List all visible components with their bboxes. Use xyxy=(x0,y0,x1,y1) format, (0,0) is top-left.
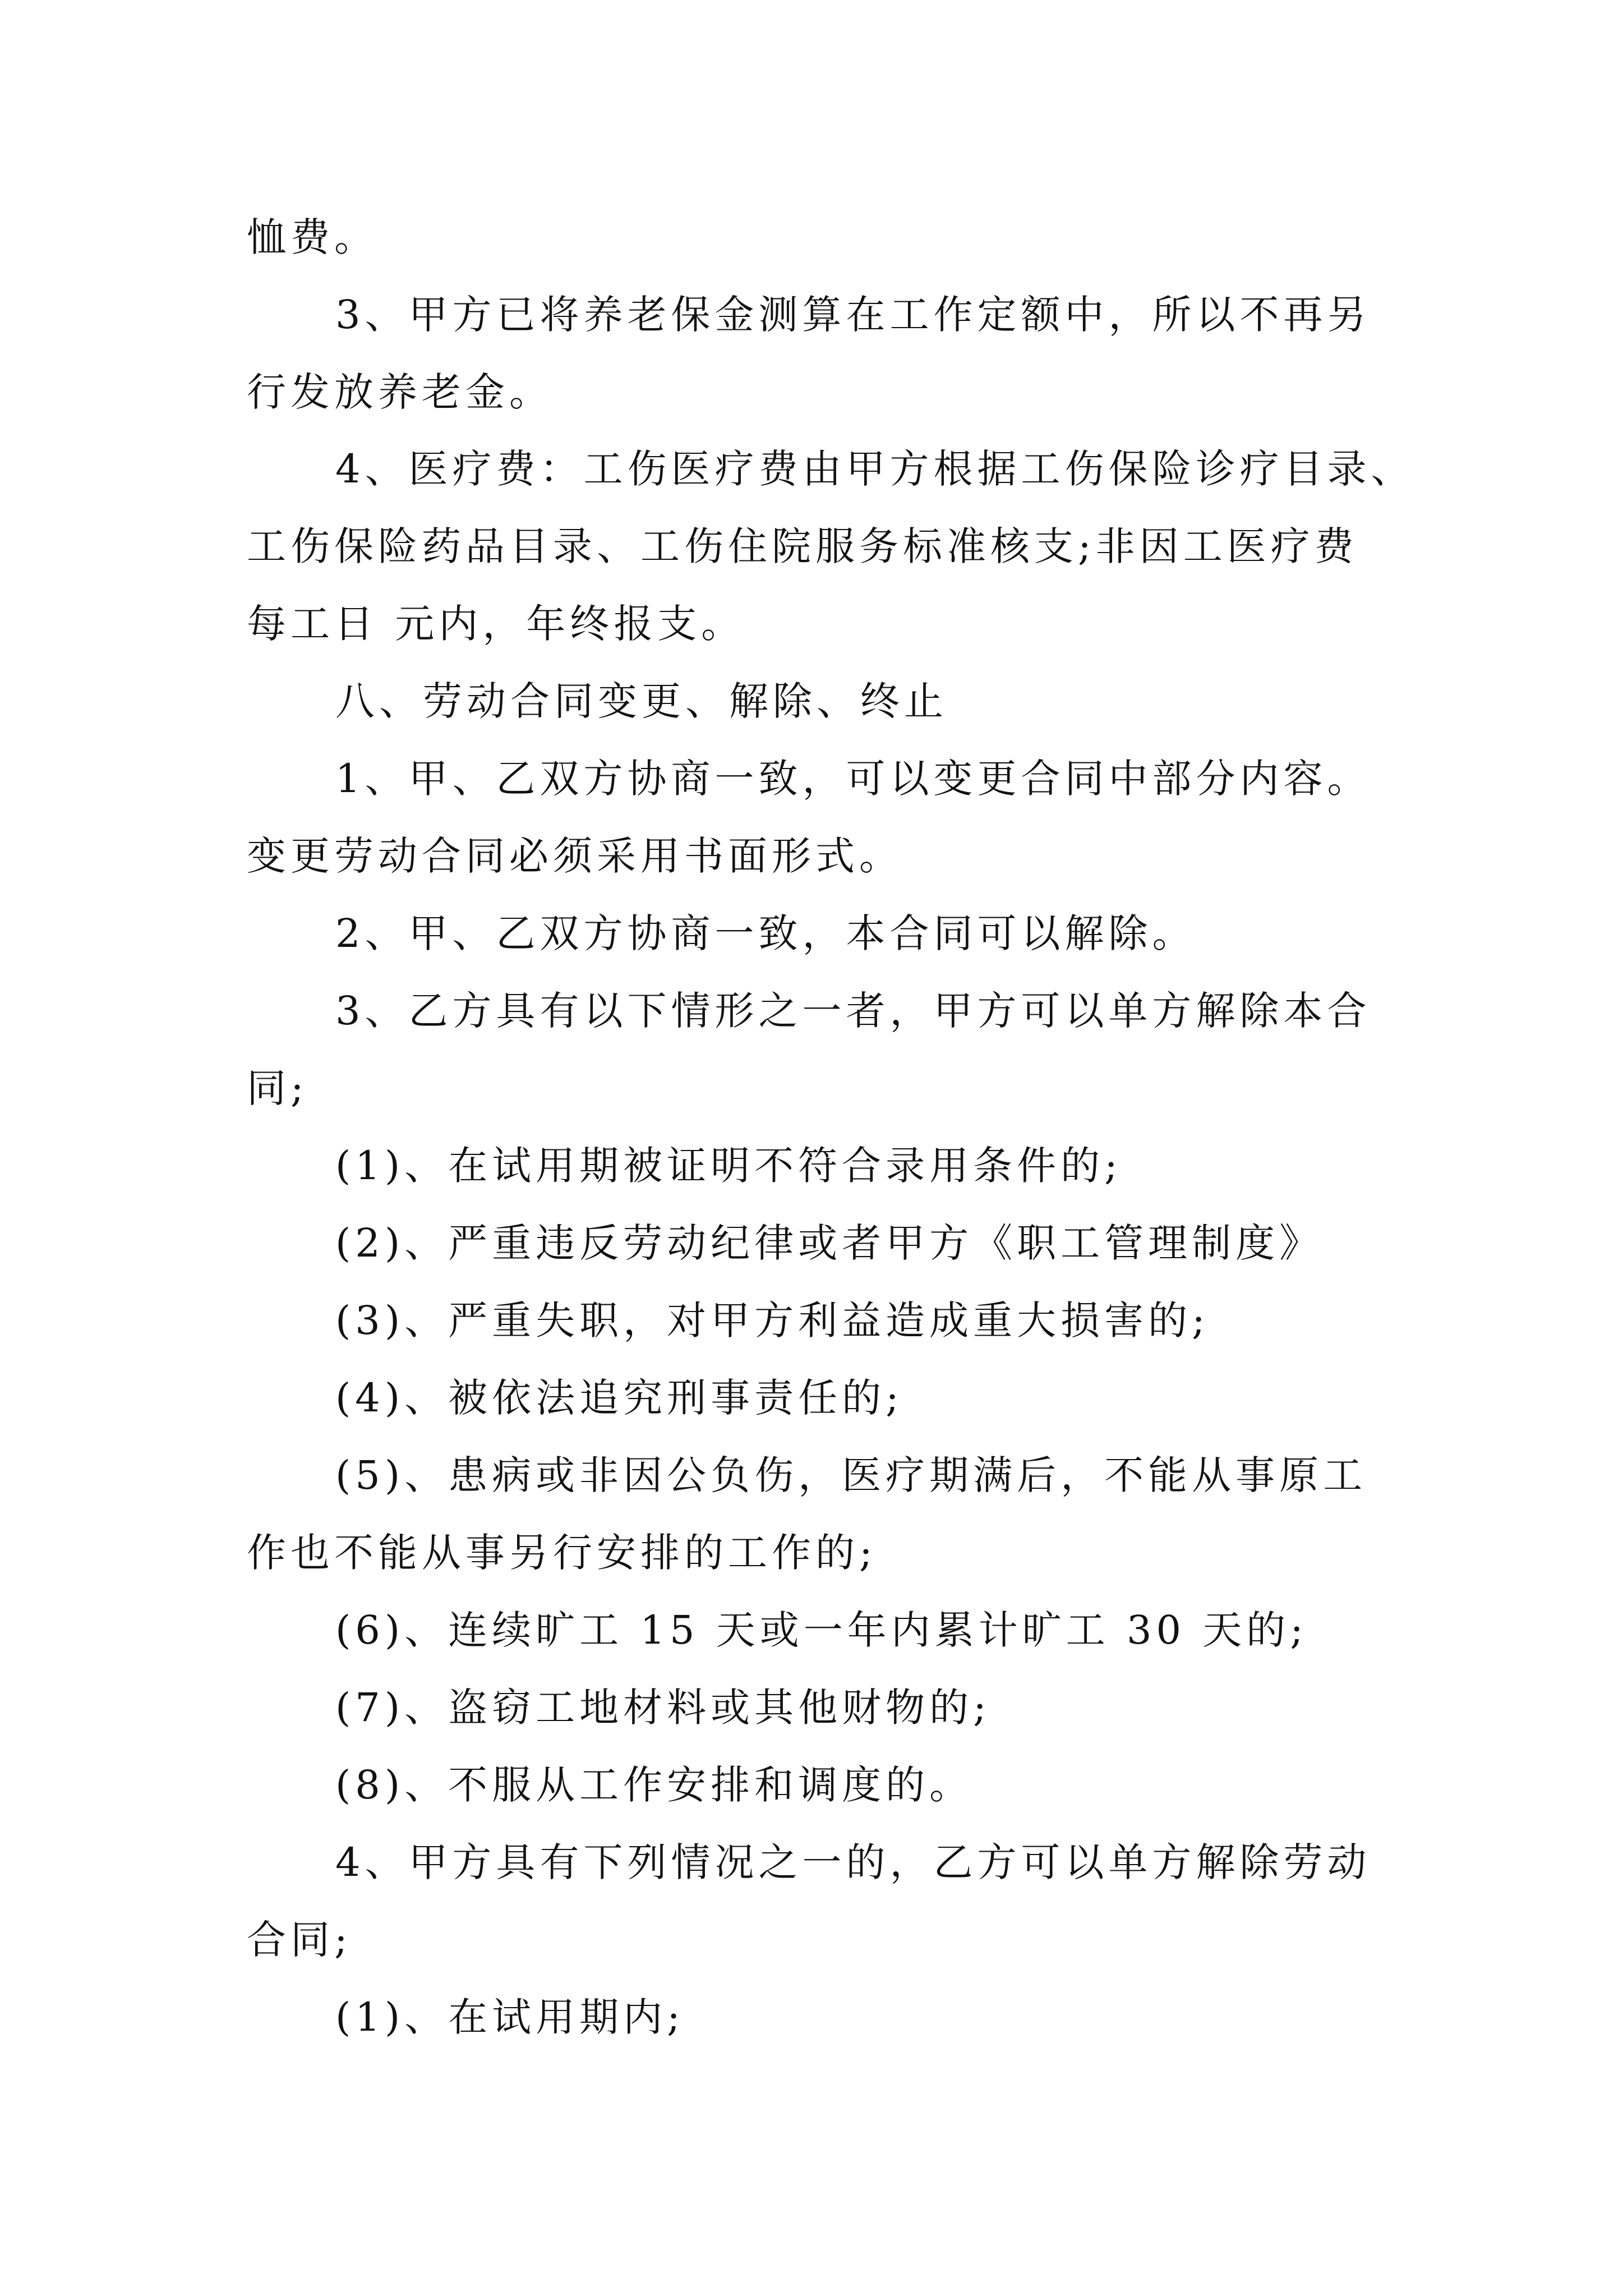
text-line: 恤费。 xyxy=(247,214,378,260)
text-line: 每工日 元内，年终报支。 xyxy=(247,601,745,647)
text-line: 合同; xyxy=(247,1917,352,1963)
text-line: 4、医疗费：工伤医疗费由甲方根据工伤保险诊疗目录、 xyxy=(335,446,1415,492)
text-line: 变更劳动合同必须采用书面形式。 xyxy=(247,833,903,879)
list-item: (1)、在试用期内; xyxy=(335,1994,685,2040)
list-item: (6)、连续旷工 15 天或一年内累计旷工 30 天的; xyxy=(335,1607,1308,1653)
text-line: 作也不能从事另行安排的工作的; xyxy=(247,1530,877,1576)
list-item: (8)、不服从工作安排和调度的。 xyxy=(335,1762,974,1808)
list-item: (2)、严重违反劳动纪律或者甲方《职工管理制度》 xyxy=(335,1220,1324,1266)
text-line: 4、甲方具有下列情况之一的，乙方可以单方解除劳动 xyxy=(335,1839,1371,1885)
text-line: 3、甲方已将养老保金测算在工作定额中，所以不再另 xyxy=(335,292,1371,338)
list-item: (3)、严重失职，对甲方利益造成重大损害的; xyxy=(335,1297,1210,1343)
list-item: (1)、在试用期被证明不符合录用条件的; xyxy=(335,1143,1122,1189)
text-line: 工伤保险药品目录、工伤住院服务标准核支;非因工医疗费 xyxy=(247,523,1358,569)
text-line: 3、乙方具有以下情形之一者，甲方可以单方解除本合 xyxy=(335,988,1371,1034)
text-line: 同; xyxy=(247,1065,308,1111)
text-line: 2、甲、乙双方协商一致，本合同可以解除。 xyxy=(335,910,1196,956)
section-heading: 八、劳动合同变更、解除、终止 xyxy=(335,678,948,724)
text-line: 1、甲、乙双方协商一致，可以变更合同中部分内容。 xyxy=(335,756,1371,802)
list-item: (5)、患病或非因公负伤，医疗期满后，不能从事原工 xyxy=(335,1452,1367,1498)
list-item: (7)、盗窃工地材料或其他财物的; xyxy=(335,1685,991,1731)
list-item: (4)、被依法追究刑事责任的; xyxy=(335,1375,903,1421)
text-line: 行发放养老金。 xyxy=(247,369,553,415)
